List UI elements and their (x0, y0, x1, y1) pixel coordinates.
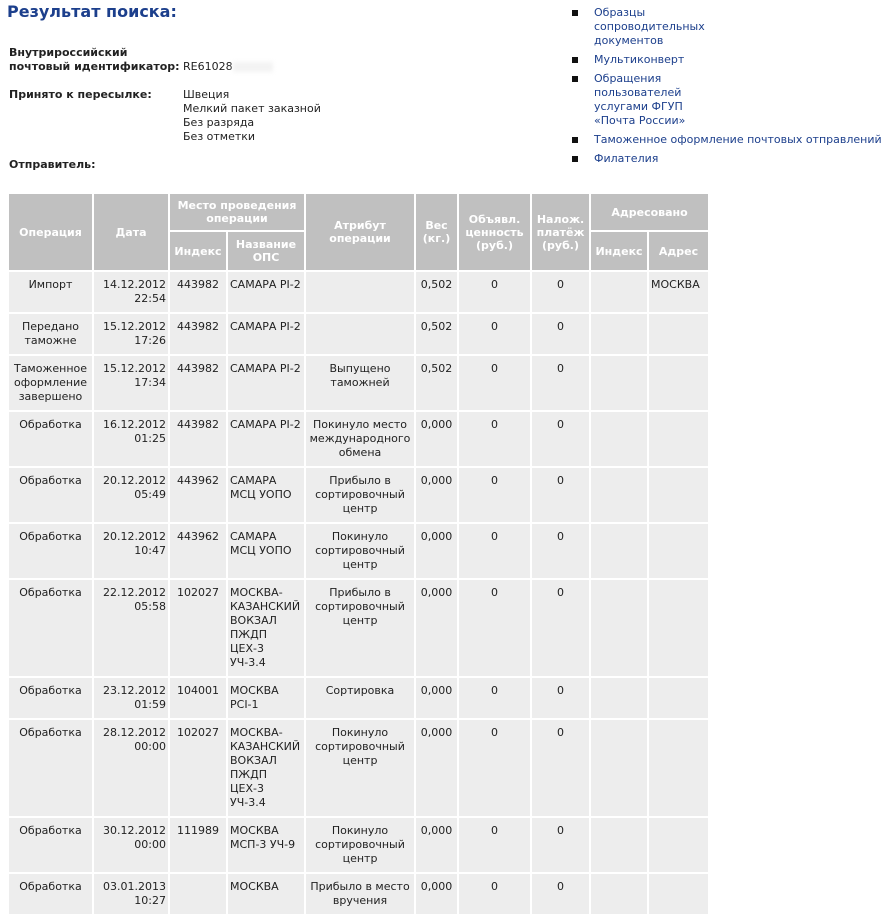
cell-date: 22.12.2012 05:58 (93, 579, 169, 677)
cell-attribute: Прибыло в место вручения (305, 873, 415, 915)
cell-index: 443962 (169, 523, 227, 579)
cell-ops-name: САМАРА PI-2 (227, 411, 305, 467)
cell-index: 104001 (169, 677, 227, 719)
cell-cod: 0 (531, 355, 590, 411)
cell-addr (648, 579, 709, 677)
cell-attribute: Сортировка (305, 677, 415, 719)
cell-addr-index (590, 677, 648, 719)
cell-addr (648, 313, 709, 355)
cell-index: 443962 (169, 467, 227, 523)
cell-index: 102027 (169, 579, 227, 677)
table-row (8, 719, 709, 817)
cell-cod: 0 (531, 579, 590, 677)
cell-operation: Обработка (8, 719, 93, 817)
cell-declared: 0 (458, 313, 531, 355)
cell-weight: 0,000 (415, 873, 458, 915)
cell-weight: 0,000 (415, 719, 458, 817)
cell-cod: 0 (531, 467, 590, 523)
cell-date: 20.12.2012 05:49 (93, 467, 169, 523)
cell-declared: 0 (458, 873, 531, 915)
cell-addr-index (590, 271, 648, 313)
cell-ops-name: МОСКВА-КАЗАНСКИЙ ВОКЗАЛ ПЖДП ЦЕХ-3 УЧ-3.4 (227, 719, 305, 817)
cell-ops-name: МОСКВА-КАЗАНСКИЙ ВОКЗАЛ ПЖДП ЦЕХ-3 УЧ-3.4 (227, 579, 305, 677)
cell-date: 23.12.2012 01:59 (93, 677, 169, 719)
cell-date: 14.12.2012 22:54 (93, 271, 169, 313)
cell-attribute (305, 271, 415, 313)
header-place: Место проведения операции (169, 193, 305, 231)
cell-attribute: Выпущено таможней (305, 355, 415, 411)
cell-declared: 0 (458, 817, 531, 873)
cell-ops-name: САМАРА МСЦ УОПО (227, 467, 305, 523)
table-row (8, 467, 709, 523)
sidebar-link[interactable]: Обращения пользователей услугами ФГУП «Почта России» (572, 72, 713, 128)
sidebar-link[interactable]: Мультиконверт (572, 53, 713, 67)
cell-attribute: Прибыло в сортировочный центр (305, 579, 415, 677)
cell-addr-index (590, 719, 648, 817)
accepted-values (183, 88, 321, 144)
cell-date: 30.12.2012 00:00 (93, 817, 169, 873)
cell-cod: 0 (531, 817, 590, 873)
cell-declared: 0 (458, 355, 531, 411)
sidebar-link[interactable]: Образцы сопроводительных документов (572, 6, 713, 48)
cell-ops-name: МОСКВА PCI-1 (227, 677, 305, 719)
cell-index: 443982 (169, 271, 227, 313)
cell-addr-index (590, 313, 648, 355)
tracking-table (7, 192, 710, 916)
cell-ops-name: САМАРА PI-2 (227, 313, 305, 355)
cell-addr-index (590, 355, 648, 411)
cell-attribute: Покинуло сортировочный центр (305, 817, 415, 873)
cell-weight: 0,000 (415, 467, 458, 523)
cell-weight: 0,502 (415, 355, 458, 411)
header-ops-name: Название ОПС (227, 231, 305, 271)
cell-index: 102027 (169, 719, 227, 817)
cell-addr (648, 411, 709, 467)
cell-operation: Импорт (8, 271, 93, 313)
cell-declared: 0 (458, 719, 531, 817)
sidebar-links (572, 6, 882, 171)
table-row (8, 313, 709, 355)
cell-weight: 0,502 (415, 271, 458, 313)
cell-cod: 0 (531, 523, 590, 579)
cell-date: 20.12.2012 10:47 (93, 523, 169, 579)
header-addressed: Адресовано (590, 193, 709, 231)
header-addr-index: Индекс (590, 231, 648, 271)
cell-index (169, 873, 227, 915)
cell-addr (648, 817, 709, 873)
cell-declared: 0 (458, 523, 531, 579)
accepted-line: Без разряда (183, 116, 255, 129)
cell-date: 28.12.2012 00:00 (93, 719, 169, 817)
cell-weight: 0,000 (415, 411, 458, 467)
cell-operation: Передано таможне (8, 313, 93, 355)
cell-addr-index (590, 523, 648, 579)
header-date: Дата (93, 193, 169, 271)
cell-weight: 0,000 (415, 677, 458, 719)
cell-weight: 0,502 (415, 313, 458, 355)
cell-ops-name: САМАРА PI-2 (227, 355, 305, 411)
cell-declared: 0 (458, 411, 531, 467)
header-weight: Вес (кг.) (415, 193, 458, 271)
table-row (8, 355, 709, 411)
identifier-label: Внутрироссийский почтовый идентификатор: (9, 46, 180, 73)
cell-attribute: Покинуло сортировочный центр (305, 719, 415, 817)
identifier-value: RE61028 (183, 60, 273, 74)
cell-addr (648, 355, 709, 411)
header-attribute: Атрибут операции (305, 193, 415, 271)
cell-cod: 0 (531, 313, 590, 355)
cell-ops-name: МОСКВА (227, 873, 305, 915)
cell-cod: 0 (531, 677, 590, 719)
table-row (8, 523, 709, 579)
cell-operation: Таможенное оформление завершено (8, 355, 93, 411)
table-row (8, 873, 709, 915)
cell-operation: Обработка (8, 411, 93, 467)
table-row (8, 411, 709, 467)
cell-addr-index (590, 579, 648, 677)
table-row (8, 677, 709, 719)
cell-operation: Обработка (8, 817, 93, 873)
cell-ops-name: САМАРА PI-2 (227, 271, 305, 313)
cell-operation: Обработка (8, 873, 93, 915)
page-title: Результат поиска: (7, 2, 177, 21)
cell-cod: 0 (531, 873, 590, 915)
cell-attribute: Покинуло сортировочный центр (305, 523, 415, 579)
cell-addr: МОСКВА (648, 271, 709, 313)
cell-attribute (305, 313, 415, 355)
cell-addr (648, 677, 709, 719)
cell-addr (648, 467, 709, 523)
cell-operation: Обработка (8, 579, 93, 677)
header-cod: Налож. платёж (руб.) (531, 193, 590, 271)
cell-attribute: Прибыло в сортировочный центр (305, 467, 415, 523)
cell-weight: 0,000 (415, 579, 458, 677)
cell-operation: Обработка (8, 677, 93, 719)
cell-index: 111989 (169, 817, 227, 873)
sidebar-link[interactable]: Филателия (572, 152, 713, 166)
sender-label: Отправитель: (9, 158, 96, 171)
accepted-line: Швеция (183, 88, 230, 101)
cell-declared: 0 (458, 579, 531, 677)
cell-addr-index (590, 467, 648, 523)
table-row (8, 271, 709, 313)
header-operation: Операция (8, 193, 93, 271)
cell-index: 443982 (169, 411, 227, 467)
accepted-line: Мелкий пакет заказной (183, 102, 321, 115)
cell-date: 15.12.2012 17:26 (93, 313, 169, 355)
cell-weight: 0,000 (415, 523, 458, 579)
cell-addr-index (590, 817, 648, 873)
cell-ops-name: МОСКВА МСП-3 УЧ-9 (227, 817, 305, 873)
cell-operation: Обработка (8, 523, 93, 579)
cell-attribute: Покинуло место международного обмена (305, 411, 415, 467)
cell-declared: 0 (458, 271, 531, 313)
cell-addr-index (590, 411, 648, 467)
header-addr: Адрес (648, 231, 709, 271)
cell-date: 15.12.2012 17:34 (93, 355, 169, 411)
cell-addr (648, 523, 709, 579)
sidebar-link[interactable]: Таможенное оформление почтовых отправлений (572, 133, 713, 147)
cell-declared: 0 (458, 677, 531, 719)
cell-addr (648, 873, 709, 915)
cell-ops-name: САМАРА МСЦ УОПО (227, 523, 305, 579)
cell-declared: 0 (458, 467, 531, 523)
cell-addr (648, 719, 709, 817)
cell-date: 03.01.2013 10:27 (93, 873, 169, 915)
header-declared: Объявл. ценность (руб.) (458, 193, 531, 271)
cell-cod: 0 (531, 411, 590, 467)
cell-index: 443982 (169, 313, 227, 355)
accepted-line: Без отметки (183, 130, 256, 143)
cell-cod: 0 (531, 271, 590, 313)
cell-date: 16.12.2012 01:25 (93, 411, 169, 467)
table-row (8, 579, 709, 677)
accepted-label: Принято к пересылке: (9, 88, 152, 101)
cell-index: 443982 (169, 355, 227, 411)
cell-operation: Обработка (8, 467, 93, 523)
header-index: Индекс (169, 231, 227, 271)
table-row (8, 817, 709, 873)
cell-cod: 0 (531, 719, 590, 817)
cell-weight: 0,000 (415, 817, 458, 873)
cell-addr-index (590, 873, 648, 915)
